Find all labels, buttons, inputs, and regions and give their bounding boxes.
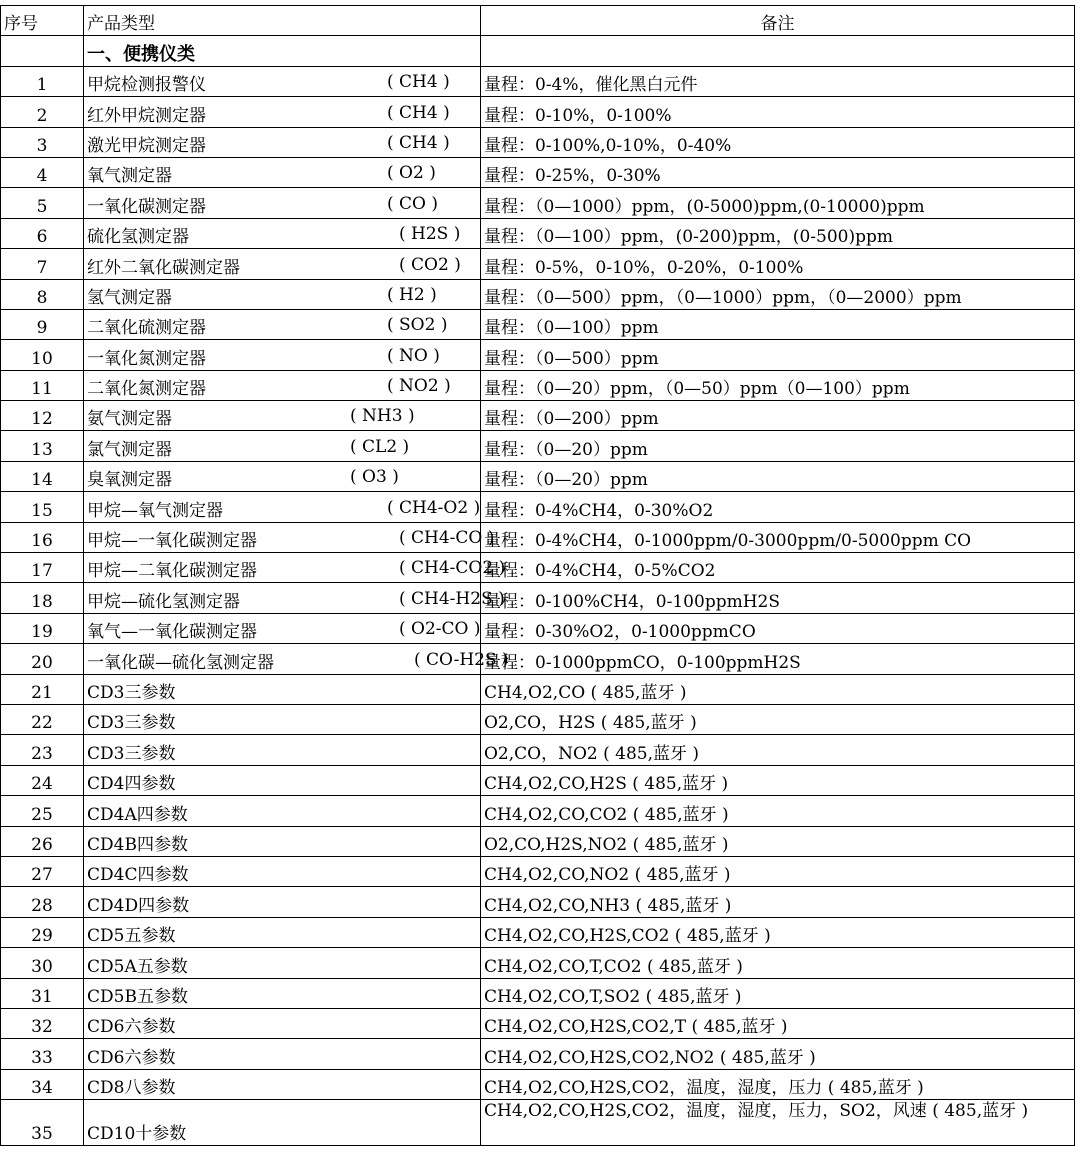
table-row bbox=[1, 370, 1075, 400]
product-name: 硫化氢测定器 bbox=[87, 227, 189, 248]
row-number[interactable]: 20 bbox=[1, 644, 84, 674]
product-name: 臭氧测定器 bbox=[87, 470, 172, 491]
row-number[interactable]: 3 bbox=[1, 127, 84, 157]
gas-formula: ( CH4-CO ) bbox=[399, 528, 495, 549]
product-name-cell[interactable] bbox=[84, 218, 481, 248]
table-row bbox=[1, 765, 1075, 795]
remark-cell[interactable]: CH4,O2,CO,H2S,CO2 ( 485,蓝牙 ) bbox=[481, 917, 1075, 947]
table-row bbox=[1, 735, 1075, 765]
table-row bbox=[1, 1008, 1075, 1038]
row-number[interactable]: 11 bbox=[1, 370, 84, 400]
row-number[interactable]: 34 bbox=[1, 1069, 84, 1099]
table-row bbox=[1, 522, 1075, 552]
product-name-cell[interactable] bbox=[84, 97, 481, 127]
table-row bbox=[1, 704, 1075, 734]
table-row bbox=[1, 309, 1075, 339]
product-name: 红外二氧化碳测定器 bbox=[87, 257, 240, 278]
gas-formula: ( SO2 ) bbox=[387, 315, 448, 336]
product-name: CD5五参数 bbox=[87, 926, 176, 947]
row-number[interactable]: 5 bbox=[1, 188, 84, 218]
row-number[interactable]: 10 bbox=[1, 340, 84, 370]
row-number[interactable]: 26 bbox=[1, 826, 84, 856]
row-number[interactable]: 4 bbox=[1, 157, 84, 187]
product-name-cell[interactable] bbox=[84, 522, 495, 552]
table-row bbox=[1, 674, 1075, 704]
table-row bbox=[1, 249, 1075, 279]
remark-cell[interactable]: 量程：（0—1000）ppm，(0-5000)ppm,(0-10000)ppm bbox=[481, 188, 1075, 218]
table-row bbox=[1, 644, 1075, 674]
product-name-cell[interactable] bbox=[84, 948, 481, 978]
remark-cell[interactable]: O2,CO,H2S,NO2 ( 485,蓝牙 ) bbox=[481, 826, 1075, 856]
remark-cell[interactable]: CH4,O2,CO ( 485,蓝牙 ) bbox=[481, 674, 1075, 704]
remark-cell[interactable]: CH4,O2,CO,T,SO2 ( 485,蓝牙 ) bbox=[481, 978, 1075, 1008]
product-name: 氯气测定器 bbox=[87, 439, 172, 460]
product-name: CD4B四参数 bbox=[87, 834, 188, 855]
remark-cell[interactable]: 量程：0-10%，0-100% bbox=[481, 97, 1075, 127]
product-name: 甲烷—氧气测定器 bbox=[87, 500, 223, 521]
product-name: CD4C四参数 bbox=[87, 865, 189, 886]
table-row bbox=[1, 97, 1075, 127]
product-name-cell[interactable] bbox=[84, 583, 505, 613]
table-body bbox=[1, 36, 1075, 1146]
product-name: 甲烷—一氧化碳测定器 bbox=[87, 531, 257, 552]
remark-cell[interactable]: CH4,O2,CO,H2S,CO2,T ( 485,蓝牙 ) bbox=[481, 1008, 1075, 1038]
table-row bbox=[1, 157, 1075, 187]
row-number[interactable]: 1 bbox=[1, 66, 84, 96]
row-number[interactable]: 7 bbox=[1, 249, 84, 279]
product-name-cell[interactable] bbox=[84, 796, 481, 826]
remark-cell[interactable]: O2,CO，NO2 ( 485,蓝牙 ) bbox=[481, 735, 1075, 765]
row-number[interactable]: 24 bbox=[1, 765, 84, 795]
row-number[interactable]: 6 bbox=[1, 218, 84, 248]
product-name: CD3三参数 bbox=[87, 682, 176, 703]
product-name: 甲烷—硫化氢测定器 bbox=[87, 591, 240, 612]
remark-cell[interactable]: O2,CO，H2S ( 485,蓝牙 ) bbox=[481, 704, 1075, 734]
table-row bbox=[1, 188, 1075, 218]
row-number[interactable]: 29 bbox=[1, 917, 84, 947]
gas-formula: ( CH4 ) bbox=[387, 72, 450, 93]
product-name-cell[interactable] bbox=[84, 978, 481, 1008]
remark-cell[interactable]: 量程：（0—100）ppm bbox=[481, 309, 1075, 339]
header-no[interactable]: 序号 bbox=[1, 6, 84, 36]
product-name-cell[interactable] bbox=[84, 826, 481, 856]
remark-cell[interactable]: 量程：0-4%CH4，0-5%CO2 bbox=[481, 553, 1075, 583]
product-name-cell[interactable] bbox=[84, 66, 481, 96]
row-number[interactable]: 35 bbox=[1, 1100, 84, 1146]
table-row bbox=[1, 492, 1075, 522]
product-name: 激光甲烷测定器 bbox=[87, 135, 206, 156]
product-name-cell[interactable] bbox=[84, 431, 481, 461]
table-row bbox=[1, 66, 1075, 96]
table-row bbox=[1, 1100, 1075, 1146]
remark-cell[interactable]: CH4,O2,CO,T,CO2 ( 485,蓝牙 ) bbox=[481, 948, 1075, 978]
product-name-cell[interactable] bbox=[84, 401, 481, 431]
product-name: 甲烷—二氧化碳测定器 bbox=[87, 561, 257, 582]
table-row bbox=[1, 127, 1075, 157]
product-name-cell[interactable] bbox=[84, 1069, 481, 1099]
row-number[interactable]: 14 bbox=[1, 461, 84, 491]
product-table bbox=[0, 5, 1075, 1146]
header-product-type[interactable]: 产品类型 bbox=[84, 6, 481, 36]
table-row bbox=[1, 401, 1075, 431]
gas-formula: ( CO2 ) bbox=[399, 254, 461, 275]
row-number[interactable]: 31 bbox=[1, 978, 84, 1008]
product-name-cell[interactable] bbox=[84, 188, 481, 218]
section-row bbox=[1, 36, 1075, 66]
remark-cell[interactable]: 量程：（0—200）ppm bbox=[481, 401, 1075, 431]
remark-cell[interactable]: 量程：0-5%，0-10%，0-20%，0-100% bbox=[481, 249, 1075, 279]
remark-cell[interactable]: 量程：0-100%,0-10%，0-40% bbox=[481, 127, 1075, 157]
product-name: CD8八参数 bbox=[87, 1078, 176, 1099]
gas-formula: ( H2 ) bbox=[387, 284, 437, 305]
row-number[interactable]: 33 bbox=[1, 1039, 84, 1069]
remark-cell[interactable]: 量程：（0—20）ppm bbox=[481, 431, 1075, 461]
table-row bbox=[1, 1069, 1075, 1099]
gas-formula: ( O3 ) bbox=[350, 467, 399, 488]
row-number[interactable]: 23 bbox=[1, 735, 84, 765]
product-name-cell[interactable] bbox=[84, 765, 481, 795]
row-number[interactable]: 9 bbox=[1, 309, 84, 339]
row-number[interactable]: 22 bbox=[1, 704, 84, 734]
remark-cell[interactable]: 量程：0-1000ppmCO，0-100ppmH2S bbox=[481, 644, 1075, 674]
product-name: 一氧化碳—硫化氢测定器 bbox=[87, 652, 274, 673]
product-name: CD5B五参数 bbox=[87, 986, 188, 1007]
product-name-cell[interactable] bbox=[84, 370, 481, 400]
remark-cell[interactable]: CH4,O2,CO,CO2 ( 485,蓝牙 ) bbox=[481, 796, 1075, 826]
remark-cell[interactable]: CH4,O2,CO,H2S,CO2，温度，湿度，压力，SO2，风速 ( 485,蓝牙 ) bbox=[481, 1100, 1075, 1146]
row-number[interactable]: 21 bbox=[1, 674, 84, 704]
product-name-cell[interactable] bbox=[84, 157, 481, 187]
row-number[interactable]: 13 bbox=[1, 431, 84, 461]
product-name-cell[interactable] bbox=[84, 1039, 481, 1069]
product-name: CD4D四参数 bbox=[87, 895, 190, 916]
gas-formula: ( CH4 ) bbox=[387, 102, 450, 123]
table-row bbox=[1, 1039, 1075, 1069]
row-number[interactable]: 15 bbox=[1, 492, 84, 522]
table-row bbox=[1, 613, 1075, 643]
row-number[interactable]: 32 bbox=[1, 1008, 84, 1038]
product-name: CD4A四参数 bbox=[87, 804, 188, 825]
product-name-cell[interactable] bbox=[84, 735, 481, 765]
row-number[interactable]: 25 bbox=[1, 796, 84, 826]
product-name: 一氧化碳测定器 bbox=[87, 196, 206, 217]
remark-cell[interactable]: 量程：0-30%O2，0-1000ppmCO bbox=[481, 613, 1075, 643]
product-name-cell[interactable] bbox=[84, 674, 481, 704]
row-number[interactable]: 8 bbox=[1, 279, 84, 309]
remark-cell[interactable]: 量程：（0—500）ppm，（0—1000）ppm，（0—2000）ppm bbox=[481, 279, 1075, 309]
gas-formula: ( CH4-H2S ) bbox=[399, 588, 505, 609]
remark-cell[interactable]: CH4,O2,CO,NH3 ( 485,蓝牙 ) bbox=[481, 887, 1075, 917]
remark-cell[interactable]: 量程：0-4%CH4，0-1000ppm/0-3000ppm/0-5000ppm CO bbox=[481, 522, 1075, 552]
product-name-cell[interactable] bbox=[84, 249, 481, 279]
remark-cell[interactable]: CH4,O2,CO,NO2 ( 485,蓝牙 ) bbox=[481, 856, 1075, 886]
remark-cell[interactable]: CH4,O2,CO,H2S ( 485,蓝牙 ) bbox=[481, 765, 1075, 795]
remark-cell[interactable]: 量程：（0—20）ppm bbox=[481, 461, 1075, 491]
product-name: 甲烷检测报警仪 bbox=[87, 75, 206, 96]
table-row bbox=[1, 978, 1075, 1008]
gas-formula: ( CO-H2S ) bbox=[414, 649, 509, 670]
gas-formula: ( CH4-O2 ) bbox=[387, 497, 481, 518]
product-name: 红外甲烷测定器 bbox=[87, 105, 206, 126]
product-name: CD3三参数 bbox=[87, 713, 176, 734]
gas-formula: ( CO ) bbox=[387, 193, 439, 214]
row-number[interactable]: 18 bbox=[1, 583, 84, 613]
row-number[interactable]: 17 bbox=[1, 553, 84, 583]
product-name: 二氧化氮测定器 bbox=[87, 379, 206, 400]
table-row bbox=[1, 826, 1075, 856]
product-name-cell[interactable] bbox=[84, 1100, 481, 1146]
gas-formula: ( NO ) bbox=[387, 345, 440, 366]
remark-cell[interactable]: CH4,O2,CO,H2S,CO2,NO2 ( 485,蓝牙 ) bbox=[481, 1039, 1075, 1069]
row-number[interactable]: 16 bbox=[1, 522, 84, 552]
table-row bbox=[1, 887, 1075, 917]
product-name: 氧气测定器 bbox=[87, 166, 172, 187]
product-name: 一氧化氮测定器 bbox=[87, 348, 206, 369]
remark-cell[interactable]: 量程：（0—20）ppm，（0—50）ppm（0—100）ppm bbox=[481, 370, 1075, 400]
product-name-cell[interactable] bbox=[84, 461, 481, 491]
product-name-cell[interactable] bbox=[84, 644, 509, 674]
header-remarks[interactable]: 备注 bbox=[481, 6, 1075, 36]
product-name-cell[interactable] bbox=[84, 856, 481, 886]
section-no-cell[interactable] bbox=[1, 36, 84, 66]
row-number[interactable]: 12 bbox=[1, 401, 84, 431]
row-number[interactable]: 28 bbox=[1, 887, 84, 917]
row-number[interactable]: 19 bbox=[1, 613, 84, 643]
product-name: CD6六参数 bbox=[87, 1017, 176, 1038]
table-row bbox=[1, 583, 1075, 613]
product-name: CD3三参数 bbox=[87, 743, 176, 764]
remark-cell[interactable]: 量程：0-100%CH4，0-100ppmH2S bbox=[481, 583, 1075, 613]
product-name-cell[interactable] bbox=[84, 887, 481, 917]
table-row bbox=[1, 218, 1075, 248]
product-name-cell[interactable] bbox=[84, 917, 481, 947]
product-name: CD4四参数 bbox=[87, 774, 176, 795]
product-name-cell[interactable] bbox=[84, 340, 481, 370]
row-number[interactable]: 27 bbox=[1, 856, 84, 886]
table-row bbox=[1, 796, 1075, 826]
product-name-cell[interactable] bbox=[84, 309, 481, 339]
product-name-cell[interactable] bbox=[84, 704, 481, 734]
gas-formula: ( CH4 ) bbox=[387, 132, 450, 153]
gas-formula: ( NH3 ) bbox=[350, 406, 415, 427]
table-row bbox=[1, 856, 1075, 886]
product-name: 二氧化硫测定器 bbox=[87, 318, 206, 339]
remark-cell[interactable]: 量程：0-4%CH4，0-30%O2 bbox=[481, 492, 1075, 522]
remark-cell[interactable]: CH4,O2,CO,H2S,CO2，温度，湿度，压力 ( 485,蓝牙 ) bbox=[481, 1069, 1075, 1099]
row-number[interactable]: 30 bbox=[1, 948, 84, 978]
table-row bbox=[1, 461, 1075, 491]
product-name-cell[interactable] bbox=[84, 279, 481, 309]
table-row bbox=[1, 431, 1075, 461]
product-name-cell[interactable] bbox=[84, 553, 506, 583]
product-name: CD6六参数 bbox=[87, 1047, 176, 1068]
table-row bbox=[1, 340, 1075, 370]
table-row bbox=[1, 948, 1075, 978]
remark-cell[interactable]: 量程：0-25%，0-30% bbox=[481, 157, 1075, 187]
section-title[interactable]: 一、便携仪类 bbox=[84, 36, 481, 66]
remark-cell[interactable]: 量程：0-4%，催化黑白元件 bbox=[481, 66, 1075, 96]
section-note-cell[interactable] bbox=[481, 36, 1075, 66]
gas-formula: ( O2-CO ) bbox=[399, 619, 481, 640]
product-name-cell[interactable] bbox=[84, 492, 481, 522]
table-row bbox=[1, 917, 1075, 947]
gas-formula: ( CH4-CO2 ) bbox=[399, 558, 506, 579]
product-name: CD10十参数 bbox=[87, 1124, 187, 1145]
remark-cell[interactable]: 量程：（0—100）ppm，(0-200)ppm，(0-500)ppm bbox=[481, 218, 1075, 248]
product-name-cell[interactable] bbox=[84, 1008, 481, 1038]
product-name: 氧气—一氧化碳测定器 bbox=[87, 622, 257, 643]
table-row bbox=[1, 279, 1075, 309]
row-number[interactable]: 2 bbox=[1, 97, 84, 127]
product-name: CD5A五参数 bbox=[87, 956, 188, 977]
gas-formula: ( NO2 ) bbox=[387, 376, 451, 397]
gas-formula: ( O2 ) bbox=[387, 163, 436, 184]
table-row bbox=[1, 553, 1075, 583]
remark-cell[interactable]: 量程：（0—500）ppm bbox=[481, 340, 1075, 370]
product-name-cell[interactable] bbox=[84, 613, 481, 643]
product-name: 氢气测定器 bbox=[87, 287, 172, 308]
product-name: 氨气测定器 bbox=[87, 409, 172, 430]
gas-formula: ( H2S ) bbox=[399, 224, 461, 245]
gas-formula: ( CL2 ) bbox=[350, 436, 410, 457]
header-row bbox=[1, 6, 1075, 36]
product-name-cell[interactable] bbox=[84, 127, 481, 157]
